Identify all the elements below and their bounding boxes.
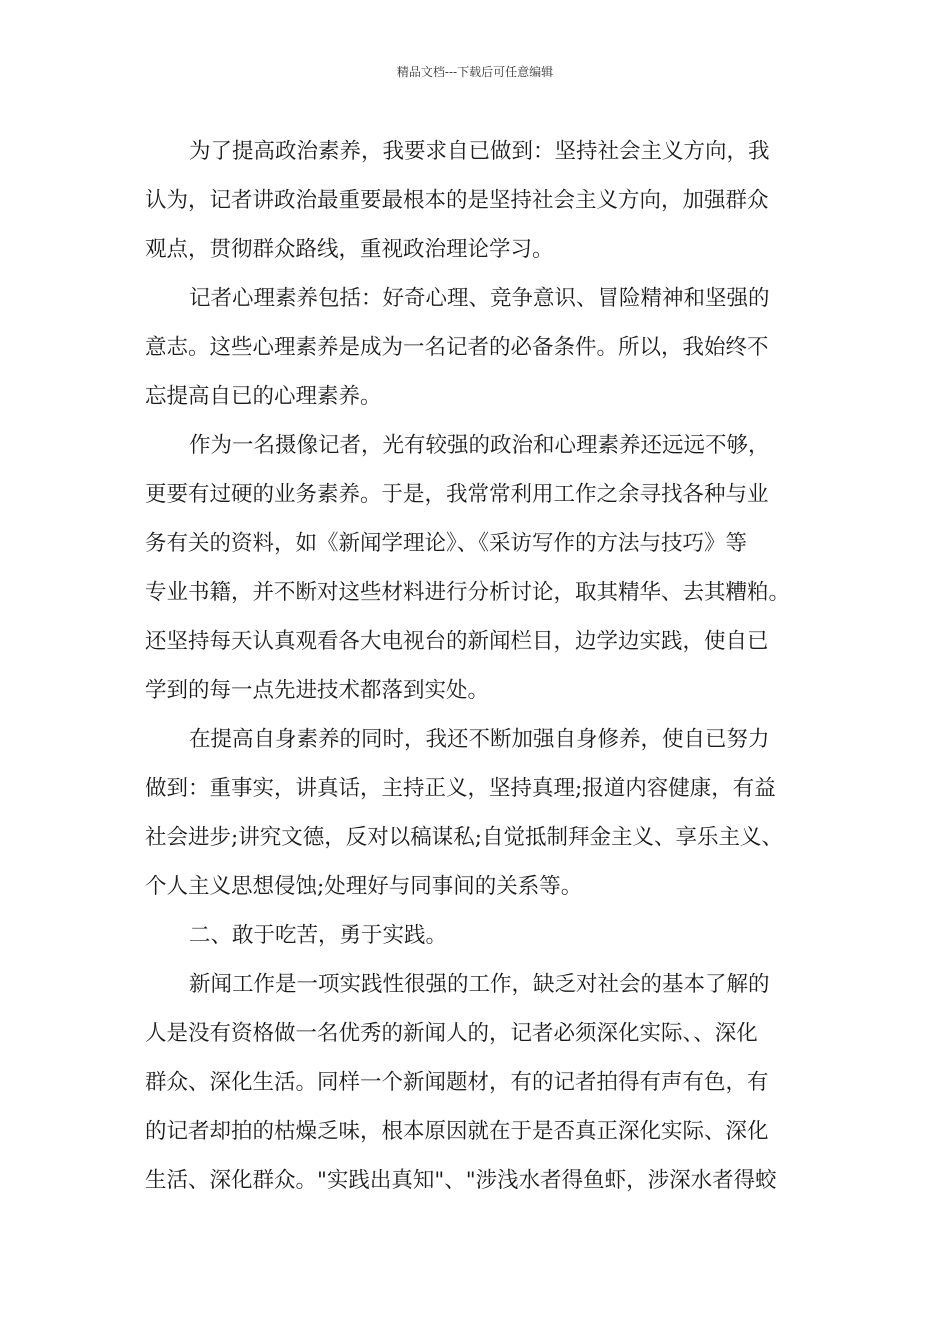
text-line: 专业书籍，并不断对这些材料进行分析讨论，取其精华、去其糟粕。	[145, 580, 791, 605]
text-line: 忘提高自已的心理素养。	[145, 384, 382, 409]
text-line: 观点，贯彻群众路线，重视政治理论学习。	[145, 237, 554, 262]
text-line: 记者心理素养包括：好奇心理、竞争意识、冒险精神和坚强的	[189, 286, 770, 311]
document-body	[145, 127, 835, 1205]
text-line: 在提高自身素养的同时，我还不断加强自身修养，使自已努力	[189, 727, 770, 752]
text-line: 社会进步;讲究文德，反对以稿谋私;自觉抵制拜金主义、享乐主义、	[145, 825, 783, 850]
text-line: 意志。这些心理素养是成为一名记者的必备条件。所以，我始终不	[145, 335, 769, 360]
text-line: 个人主义思想侵蚀;处理好与同事间的关系等。	[145, 874, 583, 899]
text-line: 认为，记者讲政治最重要最根本的是坚持社会主义方向，加强群众	[145, 188, 769, 213]
text-line: 做到：重事实，讲真话，主持正义，坚持真理;报道内容健康，有益	[145, 776, 776, 801]
text-line: 作为一名摄像记者，光有较强的政治和心理素养还远远不够，	[189, 433, 770, 458]
text-line: 的记者却拍的枯燥乏味，根本原因就在于是否真正深化实际、深化	[145, 1119, 769, 1144]
text-line: 生活、深化群众。"实践出真知"、"涉浅水者得鱼虾，涉深水者得蛟	[145, 1168, 777, 1193]
text-line: 还坚持每天认真观看各大电视台的新闻栏目，边学边实践，使自已	[145, 629, 769, 654]
text-line: 新闻工作是一项实践性很强的工作，缺乏对社会的基本了解的	[189, 972, 770, 997]
text-line: 为了提高政治素养，我要求自已做到：坚持社会主义方向，我	[189, 139, 770, 164]
page-header: 精品文档---下载后可任意编辑	[396, 65, 554, 79]
text-line: 人是没有资格做一名优秀的新闻人的，记者必须深化实际、、深化	[145, 1021, 758, 1046]
text-line: 学到的每一点先进技术都落到实处。	[145, 678, 490, 703]
text-line: 二、敢于吃苦，勇于实践。	[189, 923, 448, 948]
text-line: 务有关的资料，如《新闻学理论》、《采访写作的方法与技巧》等	[145, 531, 748, 556]
text-line: 更要有过硬的业务素养。于是，我常常利用工作之余寻找各种与业	[145, 482, 769, 507]
text-line: 群众、深化生活。同样一个新闻题材，有的记者拍得有声有色，有	[145, 1070, 769, 1095]
